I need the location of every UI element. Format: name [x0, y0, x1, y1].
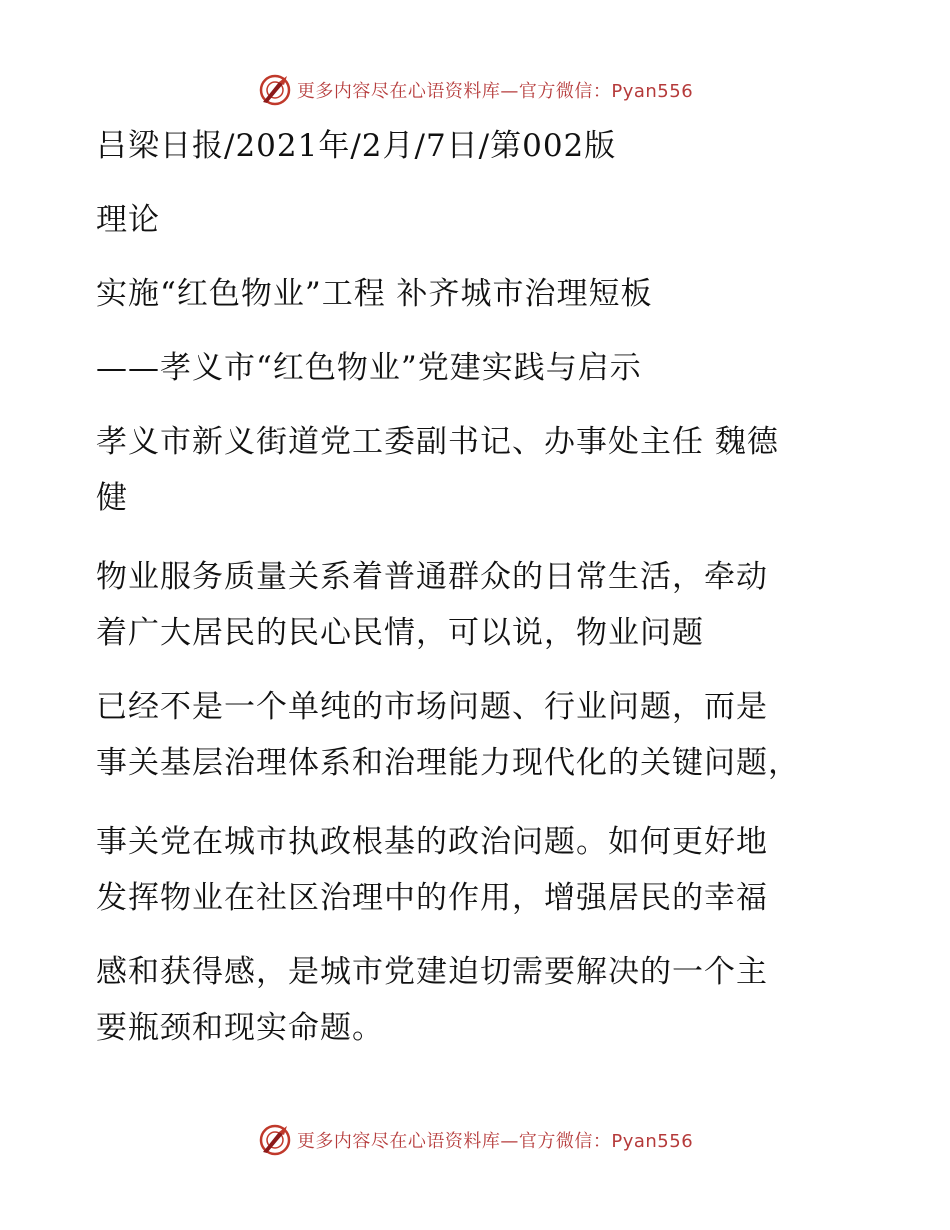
- doc-line-body-8: 要瓶颈和现实命题。: [96, 1010, 384, 1046]
- doc-line-body-6: 发挥物业在社区治理中的作用，增强居民的幸福: [96, 880, 768, 916]
- doc-line-body-3: 已经不是一个单纯的市场问题、行业问题，而是: [96, 689, 768, 725]
- watermark-banner-top: [0, 70, 950, 110]
- watermark-text: 更多内容尽在心语资料库—官方微信：Pyan556: [296, 1131, 694, 1152]
- doc-line-section: 理论: [96, 202, 160, 238]
- quill-logo-icon: [257, 1122, 293, 1158]
- doc-line-subtitle: ——孝义市“红色物业”党建实践与启示: [96, 350, 642, 386]
- watermark-banner-bottom: [0, 1120, 950, 1160]
- watermark-text: 更多内容尽在心语资料库—官方微信：Pyan556: [296, 81, 694, 102]
- doc-line-author-cont: 健: [96, 480, 128, 516]
- doc-line-author: 孝义市新义街道党工委副书记、办事处主任 魏德: [96, 424, 779, 460]
- doc-line-title: 实施“红色物业”工程 补齐城市治理短板: [96, 276, 653, 312]
- doc-line-body-7: 感和获得感，是城市党建迫切需要解决的一个主: [96, 954, 768, 990]
- quill-logo-icon: [257, 72, 293, 108]
- doc-line-body-2: 着广大居民的民心民情，可以说，物业问题: [96, 615, 704, 651]
- doc-line-source: 吕梁日报/2021年/2月/7日/第002版: [96, 128, 617, 164]
- doc-line-body-4: 事关基层治理体系和治理能力现代化的关键问题，: [96, 745, 800, 781]
- doc-line-body-5: 事关党在城市执政根基的政治问题。如何更好地: [96, 824, 768, 860]
- doc-line-body-1: 物业服务质量关系着普通群众的日常生活，牵动: [96, 559, 768, 595]
